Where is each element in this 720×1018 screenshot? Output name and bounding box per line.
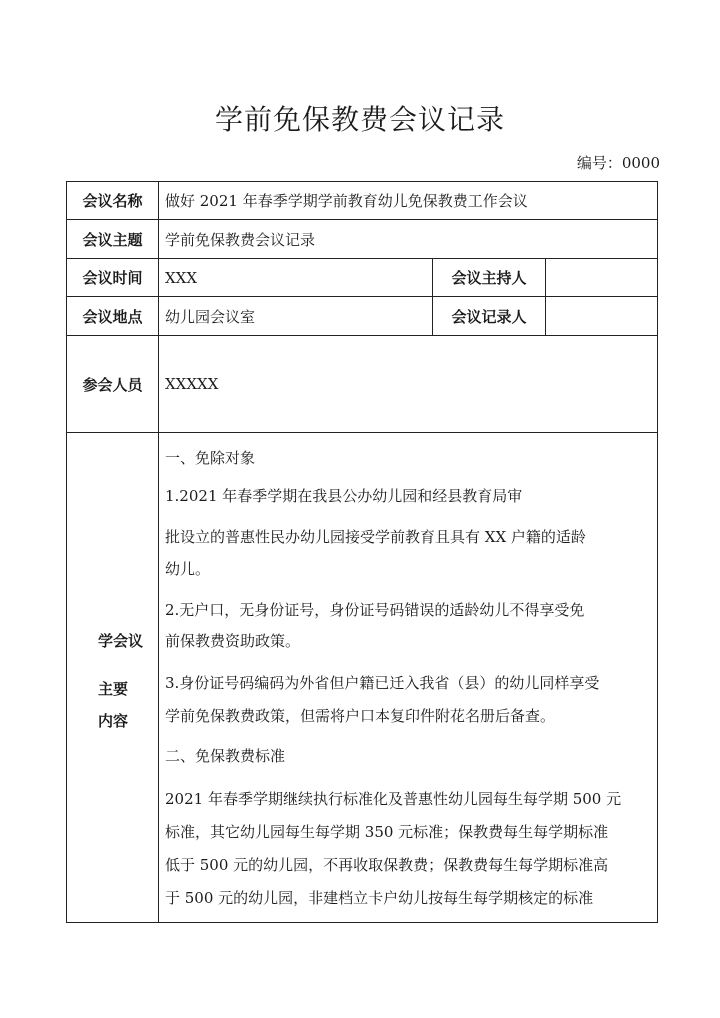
meeting-host-label: 会议主持人 xyxy=(433,259,546,297)
content-line: 幼儿。 xyxy=(165,560,211,578)
attendees-value: XXXXX xyxy=(159,336,658,433)
meeting-host-value xyxy=(546,259,658,297)
content-line: 低于 500 元的幼儿园，不再收取保教费；保教费每生每学期标准高 xyxy=(165,856,609,874)
row-meeting-name xyxy=(67,182,658,220)
content-line: 批设立的普惠性民办幼儿园接受学前教育且具有 XX 户籍的适龄 xyxy=(165,528,586,546)
content-line: 于 500 元的幼儿园，非建档立卡户幼儿按每生每学期核定的标准 xyxy=(165,889,594,907)
meeting-topic-label: 会议主题 xyxy=(67,220,159,259)
meeting-place-value: 幼儿园会议室 xyxy=(159,297,433,336)
meeting-name-label: 会议名称 xyxy=(67,182,159,220)
meeting-time-value: XXX xyxy=(159,259,433,297)
content-label-line-3: 内容 xyxy=(98,712,129,730)
document-number: 编号：0000 xyxy=(576,154,660,172)
content-cell xyxy=(159,433,658,923)
meeting-record-table xyxy=(66,181,658,923)
content-line: 2.无户口，无身份证号，身份证号码错误的适龄幼儿不得享受免 xyxy=(165,601,585,619)
meeting-place-label: 会议地点 xyxy=(67,297,159,336)
content-line: 3.身份证号码编码为外省但户籍已迁入我省（县）的幼儿同样享受 xyxy=(165,674,600,692)
content-line: 前保教费资助政策。 xyxy=(165,632,301,650)
meeting-topic-value: 学前免保教费会议记录 xyxy=(159,220,658,259)
content-line: 1.2021 年春季学期在我县公办幼儿园和经县教育局审 xyxy=(165,487,523,505)
meeting-name-value: 做好 2021 年春季学期学前教育幼儿免保教费工作会议 xyxy=(159,182,658,220)
document-title: 学前免保教费会议记录 xyxy=(214,103,505,136)
content-line: 2021 年春季学期继续执行标准化及普惠性幼儿园每生每学期 500 元 xyxy=(165,790,622,808)
content-line: 学前免保教费政策，但需将户口本复印件附花名册后备查。 xyxy=(165,707,556,725)
row-meeting-content xyxy=(67,433,658,923)
row-meeting-topic xyxy=(67,220,658,259)
content-label-line-2: 主要 xyxy=(98,680,129,698)
row-meeting-place xyxy=(67,297,658,336)
meeting-time-label: 会议时间 xyxy=(67,259,159,297)
meeting-recorder-value xyxy=(546,297,658,336)
attendees-label: 参会人员 xyxy=(67,336,159,433)
row-meeting-time xyxy=(67,259,658,297)
meeting-recorder-label: 会议记录人 xyxy=(433,297,546,336)
content-line: 一、免除对象 xyxy=(165,449,256,467)
row-attendees xyxy=(67,336,658,433)
content-label-line-1: 学会议 xyxy=(98,632,144,650)
content-line: 二、免保教费标准 xyxy=(165,747,286,765)
content-line: 标准，其它幼儿园每生每学期 350 元标准；保教费每生每学期标准 xyxy=(165,823,609,841)
